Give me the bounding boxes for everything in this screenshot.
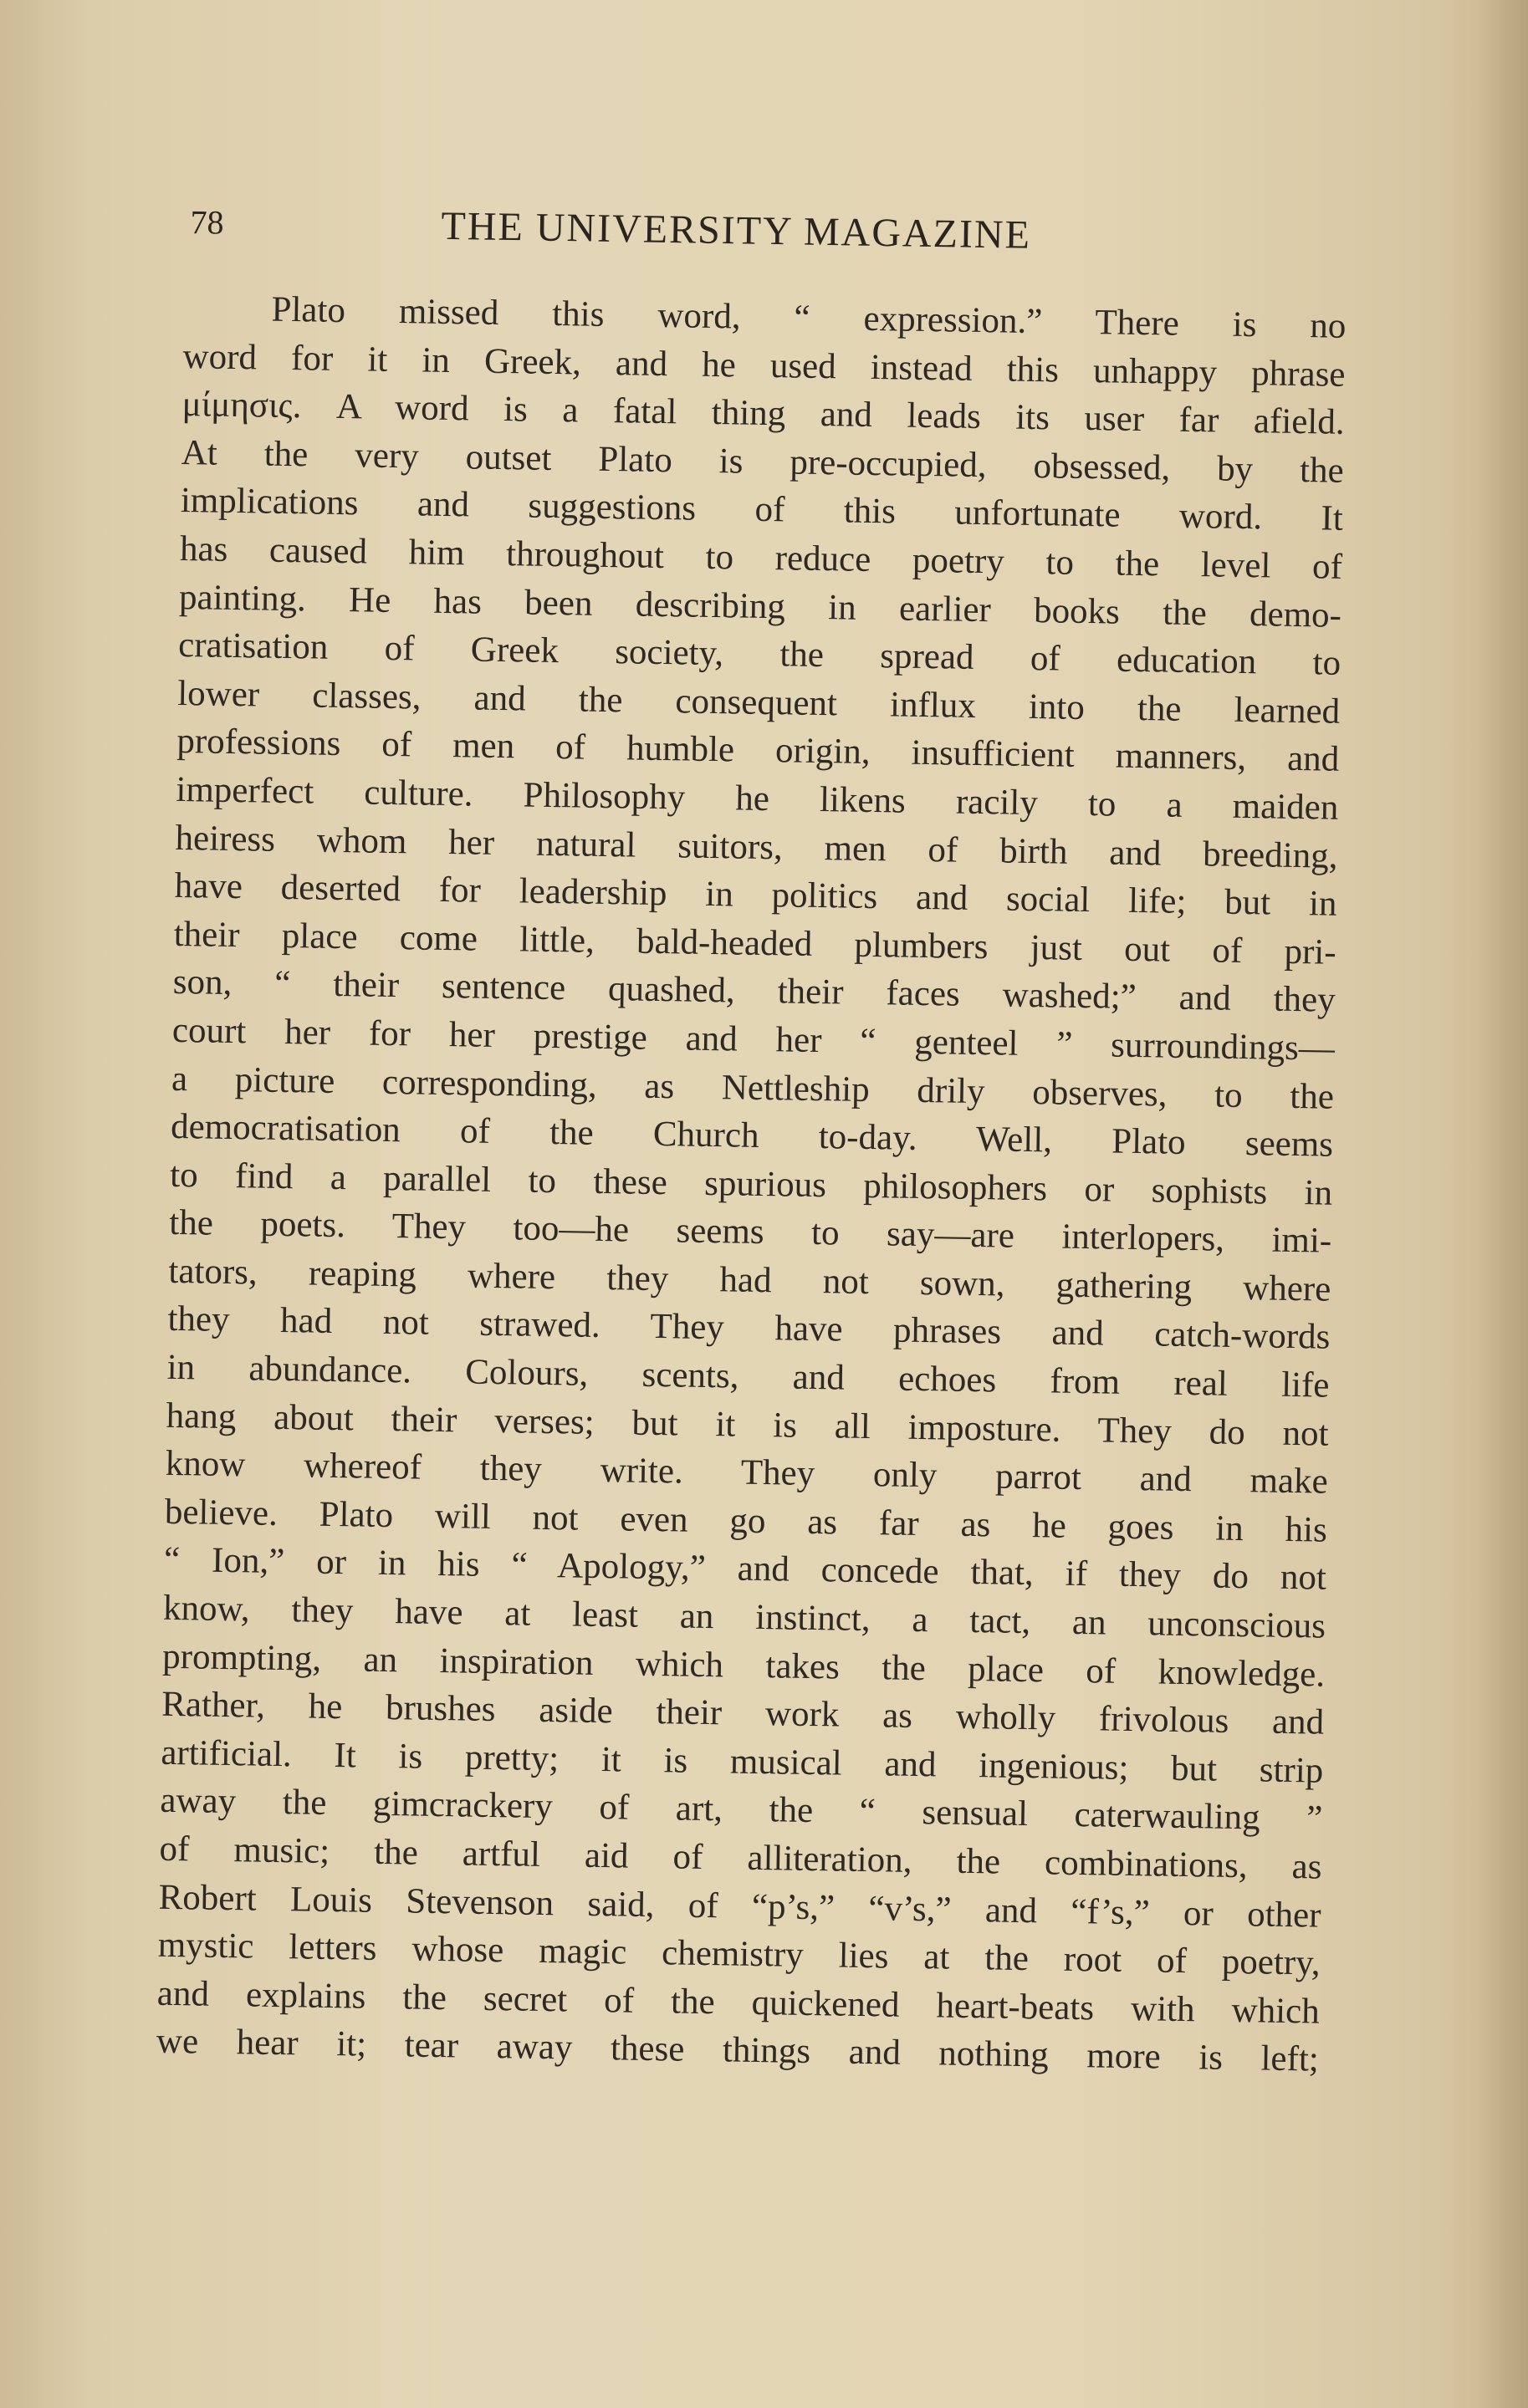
body-text	[156, 284, 1347, 2084]
text-line: away the gimcrackery of art, the “ sensual caterwauling ”	[160, 1781, 1323, 1839]
magazine-title: THE UNIVERSITY MAGAZINE	[441, 203, 1032, 258]
text-line: implications and suggestions of this unfortunate word. It	[180, 481, 1344, 539]
text-line: cratisation of Greek society, the spread of education to	[177, 625, 1341, 683]
text-line: hang about their verses; but it is all imposture. They do not	[166, 1395, 1329, 1454]
text-line: a picture corresponding, as Nettleship drily observes, to the	[171, 1059, 1335, 1117]
text-line: professions of men of humble origin, insufficient manners, and	[176, 722, 1340, 780]
text-line: have deserted for leadership in politics and social life; but in	[174, 866, 1337, 924]
text-line: son, “ their sentence quashed, their faces washed;” and they	[172, 962, 1336, 1021]
text-line: court her for her prestige and her “ genteel ” surroundings—	[171, 1010, 1336, 1069]
text-line: lower classes, and the consequent influx into the learned	[176, 673, 1341, 732]
text-line: word for it in Greek, and he used instead this unhappy phrase	[182, 336, 1346, 395]
text-line: they had not strawed. They have phrases and catch-words	[167, 1299, 1331, 1358]
text-line: artificial. It is pretty; it is musical and ingenious; but strip	[161, 1732, 1324, 1791]
text-line: we hear it; tear away these things and nothing more is left;	[156, 2022, 1320, 2079]
text-line: At the very outset Plato is pre-occupied, obsessed, by the	[181, 432, 1345, 491]
text-line: know, they have at least an instinct, a tact, an unconscious	[162, 1588, 1326, 1646]
text-line: tators, reaping where they had not sown, gathering where	[168, 1251, 1331, 1309]
text-line: has caused him throughout to reduce poetry to the level of	[179, 528, 1343, 587]
text-line: in abundance. Colours, scents, and echoes from real life	[166, 1347, 1330, 1406]
text-line: μίμησις. A word is a fatal thing and leads its user far afield.	[181, 385, 1345, 443]
text-line: imperfect culture. Philosophy he likens racily to a maiden	[176, 769, 1339, 828]
text-line: painting. He has been describing in earlier books the demo-	[178, 577, 1342, 635]
running-head	[190, 199, 1345, 276]
text-line: “ Ion,” or in his “ Apology,” and concede that, if they do not	[163, 1540, 1327, 1599]
text-line: to find a parallel to these spurious philosophers or sophists in	[169, 1155, 1333, 1213]
text-line: of music; the artful aid of alliteration, the combinations, as	[159, 1829, 1322, 1887]
text-line: Rather, he brushes aside their work as wholly frivolous and	[161, 1685, 1325, 1742]
text-line: Plato missed this word, “ expression.” There is no	[271, 289, 1347, 346]
text-line: Robert Louis Stevenson said, of “p’s,” “v’s,” and “f’s,” or other	[158, 1877, 1321, 1936]
text-line: prompting, an inspiration which takes the place of knowledge.	[161, 1636, 1326, 1695]
page-number: 78	[190, 202, 224, 242]
text-line: and explains the secret of the quickened heart-beats with which	[156, 1973, 1321, 2032]
text-line: the poets. They too—he seems to say—are interlopers, imi-	[168, 1203, 1332, 1261]
text-line: mystic letters whose magic chemistry lies at the root of poetry,	[157, 1925, 1321, 1983]
text-line: know whereof they write. They only parrot and make	[165, 1444, 1329, 1502]
text-line: believe. Plato will not even go as far as he goes in his	[164, 1492, 1328, 1550]
text-line: heiress whom her natural suitors, men of birth and breeding,	[175, 818, 1338, 876]
text-line: their place come little, bald-headed plumbers just out of pri-	[173, 914, 1336, 972]
text-line: democratisation of the Church to-day. Well, Plato seems	[170, 1106, 1334, 1165]
